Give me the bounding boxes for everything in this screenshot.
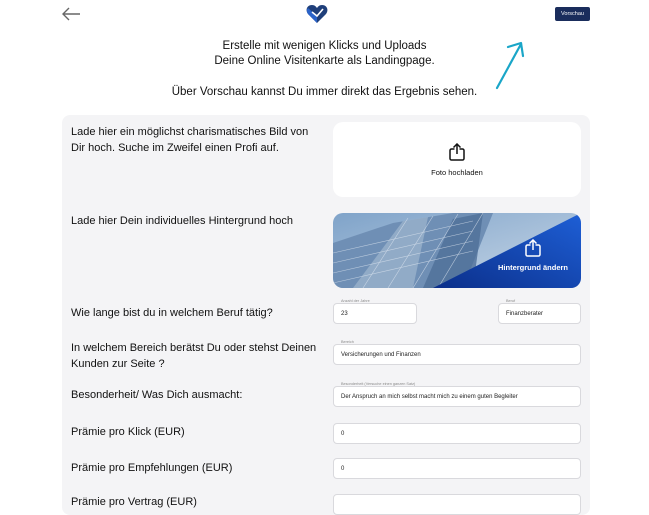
- heart-logo-icon: [306, 4, 328, 24]
- preview-button[interactable]: Vorschau: [555, 7, 590, 21]
- click-bonus-question: Prämie pro Klick (EUR): [71, 426, 185, 438]
- photo-question: Lade hier ein möglichst charismatisches Bild von Dir hoch. Suche im Zweifel einen Profi auf.: [71, 126, 309, 154]
- intro-line-2: Deine Online Visitenkarte als Landingpage.: [214, 55, 435, 67]
- intro-line-1: Erstelle mit wenigen Klicks und Uploads: [222, 40, 427, 52]
- click-bonus-input[interactable]: [333, 423, 581, 444]
- back-arrow-icon[interactable]: [60, 5, 82, 23]
- area-input-label: Bereich: [341, 340, 354, 344]
- area-question: In welchem Bereich berätst Du oder stehst Deinen Kunden zur Seite ?: [71, 342, 317, 370]
- partial-question: Prämie pro Vertrag (EUR): [71, 496, 197, 508]
- special-input[interactable]: [333, 382, 581, 407]
- photo-upload-label: Foto hochladen: [431, 168, 483, 177]
- area-input-value: Versicherungen und Finanzen: [341, 351, 421, 358]
- intro-line-3: Über Vorschau kannst Du immer direkt das Ergebnis sehen.: [171, 86, 478, 98]
- referral-bonus-value: 0: [341, 465, 345, 472]
- share-upload-icon: [448, 143, 466, 161]
- years-question: Wie lange bist du in welchem Beruf tätig?: [71, 307, 273, 319]
- area-input[interactable]: [333, 340, 581, 365]
- years-input-label: Anzahl der Jahre: [341, 299, 370, 303]
- job-input-label: Beruf: [506, 299, 516, 303]
- share-upload-icon: [524, 239, 542, 257]
- background-change-label: Hintergrund ändern: [497, 263, 568, 272]
- click-bonus-value: 0: [341, 430, 345, 437]
- special-question: Besonderheit/ Was Dich ausmacht:: [71, 389, 243, 401]
- referral-bonus-question: Prämie pro Empfehlungen (EUR): [71, 462, 233, 474]
- photo-upload-button[interactable]: [333, 122, 581, 197]
- background-preview-image: [333, 213, 581, 288]
- years-input-value: 23: [341, 310, 348, 317]
- referral-bonus-input[interactable]: [333, 458, 581, 479]
- job-input-value: Finanzberater: [506, 310, 544, 317]
- background-change-button[interactable]: [333, 213, 581, 288]
- special-input-label: Besonderheit (Versuche einen ganzen Satz): [341, 382, 416, 386]
- background-question: Lade hier Dein individuelles Hintergrund hoch: [71, 215, 293, 227]
- special-input-value: Der Anspruch an mich selbst macht mich zu einem guten Begleiter: [341, 393, 518, 400]
- job-input[interactable]: [498, 299, 581, 324]
- partial-input[interactable]: [333, 494, 581, 515]
- years-input[interactable]: [333, 299, 417, 324]
